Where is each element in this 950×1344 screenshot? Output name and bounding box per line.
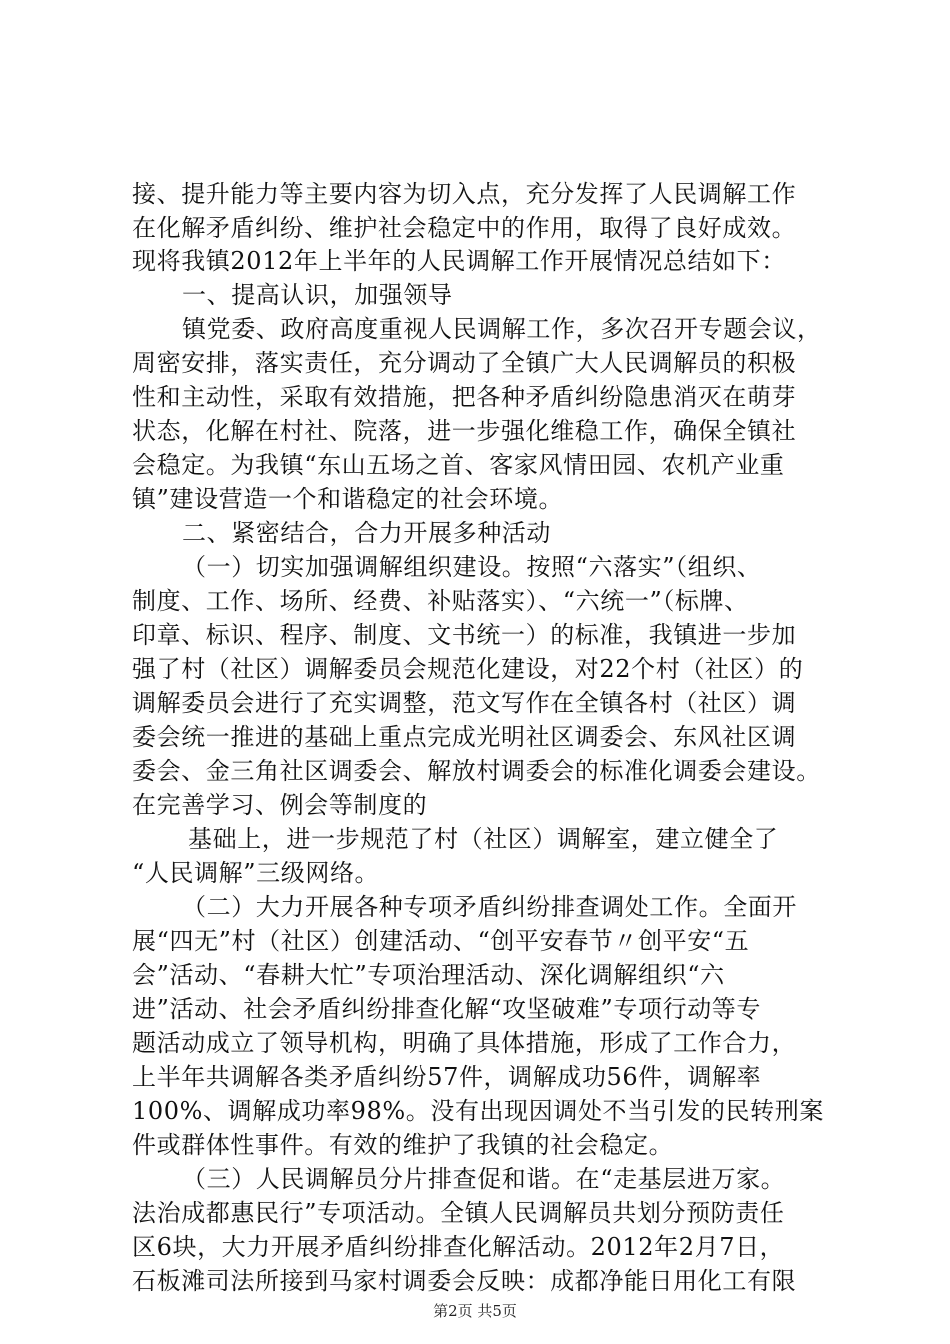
body-text-line: （一）切实加强调解组织建设。按照“六落实”（组织、 xyxy=(182,553,762,581)
body-text-line: 强了村（社区）调解委员会规范化建设，对22个村（社区）的 xyxy=(132,655,804,683)
body-text-line: 委会统一推进的基础上重点完成光明社区调委会、东风社区调 xyxy=(132,723,797,751)
body-text-line: 会”活动、“春耕大忙”专项治理活动、深化调解组织“六 xyxy=(132,961,725,989)
body-text-line: 委会、金三角社区调委会、解放村调委会的标准化调委会建设。 xyxy=(132,757,821,785)
body-text-line: （二）大力开展各种专项矛盾纠纷排查调处工作。全面开 xyxy=(182,893,797,921)
section-heading: 二、紧密结合，合力开展多种活动 xyxy=(182,519,551,547)
page-footer: 第2页 共5页 xyxy=(433,1302,517,1320)
body-text-line: 会稳定。为我镇“东山五场之首、客家风情田园、农机产业重 xyxy=(132,451,785,479)
body-text-line: 状态，化解在村社、院落，进一步强化维稳工作，确保全镇社 xyxy=(132,417,797,445)
body-text-line: 调解委员会进行了充实调整，范文写作在全镇各村（社区）调 xyxy=(132,689,797,717)
body-text-line: 题活动成立了领导机构，明确了具体措施，形成了工作合力， xyxy=(132,1029,797,1057)
body-text-line: 性和主动性，采取有效措施，把各种矛盾纠纷隐患消灭在萌芽 xyxy=(132,383,797,411)
body-text-line: 在完善学习、例会等制度的 xyxy=(132,791,428,819)
body-text-line: 法治成都惠民行”专项活动。全镇人民调解员共划分预防责任 xyxy=(132,1199,785,1227)
body-text-line: 接、提升能力等主要内容为切入点，充分发挥了人民调解工作 xyxy=(132,180,797,208)
body-text-line: 周密安排，落实责任，充分调动了全镇广大人民调解员的积极 xyxy=(132,349,797,377)
body-text-line: 基础上，进一步规范了村（社区）调解室，建立健全了 xyxy=(188,825,779,853)
body-text-line: 在化解矛盾纠纷、维护社会稳定中的作用，取得了良好成效。 xyxy=(132,214,797,242)
body-text-line: 进”活动、社会矛盾纠纷排查化解“攻坚破难”专项行动等专 xyxy=(132,995,762,1023)
body-text-line: 制度、工作、场所、经费、补贴落实）、“六统一”（标牌、 xyxy=(132,587,749,615)
section-heading: 一、提高认识，加强领导 xyxy=(182,281,453,309)
body-text-line: “人民调解”三级网络。 xyxy=(132,859,380,887)
body-text-line: 石板滩司法所接到马家村调委会反映：成都净能日用化工有限 xyxy=(132,1267,797,1295)
body-text-line: 区6块，大力开展矛盾纠纷排查化解活动。2012年2月7日， xyxy=(132,1233,785,1261)
body-text-line: 上半年共调解各类矛盾纠纷57件，调解成功56件，调解率 xyxy=(132,1063,762,1091)
body-text-line: 印章、标识、程序、制度、文书统一）的标准，我镇进一步加 xyxy=(132,621,797,649)
body-text-line: 100%、调解成功率98%。没有出现因调处不当引发的民转刑案 xyxy=(132,1097,824,1125)
body-text-line: 镇党委、政府高度重视人民调解工作，多次召开专题会议， xyxy=(182,315,822,343)
body-text-line: 镇”建设营造一个和谐稳定的社会环境。 xyxy=(132,485,564,513)
body-text-line: 展“四无”村（社区）创建活动、“创平安春节〃创平安“五 xyxy=(132,927,750,955)
body-text-line: 件或群体性事件。有效的维护了我镇的社会稳定。 xyxy=(132,1131,674,1159)
body-text-line: （三）人民调解员分片排查促和谐。在“走基层进万家。 xyxy=(182,1165,786,1193)
body-text-line: 现将我镇2012年上半年的人民调解工作开展情况总结如下： xyxy=(132,247,786,275)
